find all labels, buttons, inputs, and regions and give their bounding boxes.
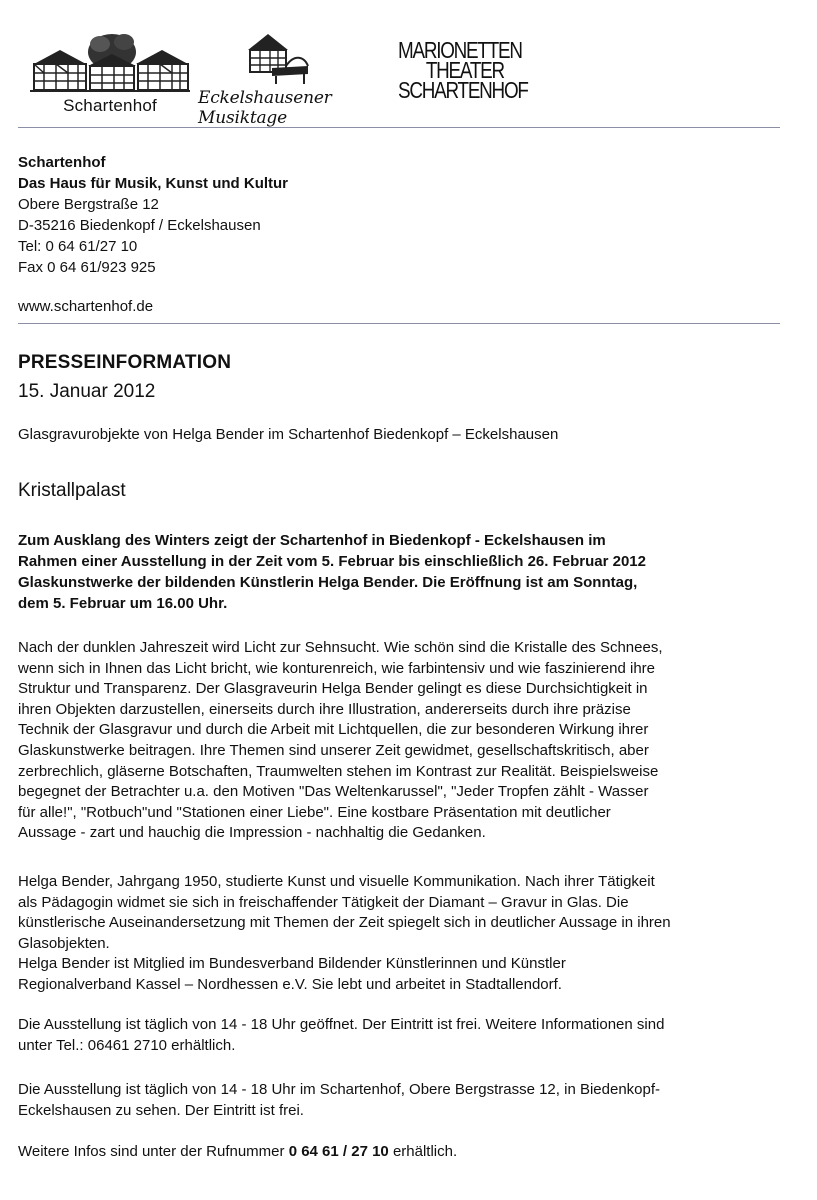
body-paragraph-2	[18, 872, 796, 996]
press-headline: Kristallpalast	[18, 480, 126, 501]
fax: Fax 0 64 61/923 925	[18, 259, 156, 276]
paragraph-line: ihren Objekten darzustellen, einerseits durch ihre Illustration, andererseits durch ihre präzise	[18, 700, 631, 718]
body-paragraph-4	[18, 1080, 796, 1121]
paragraph-line: Nach der dunklen Jahreszeit wird Licht zur Sehnsucht. Wie schön sind die Kristalle des Schnees,	[18, 639, 663, 656]
paragraph-line: Aussage - zart und hauchig die Impression - nachhaltig die Gedanken.	[18, 824, 486, 842]
body-paragraph-1	[18, 638, 796, 844]
lead-line: Rahmen einer Ausstellung in der Zeit vom 5. Februar bis einschließlich 26. Februar 2012	[18, 553, 646, 570]
paragraph-line: unter Tel.: 06461 2710 erhältlich.	[18, 1036, 236, 1054]
paragraph-line: Glaskunstwerke beitragen. Ihre Themen sind unserer Zeit gewidmet, gesellschaftskritisch, aber	[18, 741, 649, 759]
paragraph-line: Die Ausstellung ist täglich von 14 - 18 Uhr im Schartenhof, Obere Bergstrasse 12, in Biedenkopf-	[18, 1081, 661, 1098]
schartenhof-building-icon	[30, 28, 190, 94]
paragraph-line: Die Ausstellung ist täglich von 14 - 18 Uhr geöffnet. Der Eintritt ist frei. Weitere Informationen sind	[18, 1016, 665, 1033]
contact-phone-number: 0 64 61 / 27 10	[288, 1143, 389, 1160]
paragraph-line: Technik der Glasgravur und durch die Arbeit mit Lichtquellen, die zur besonderen Wirkung ihrer	[18, 721, 649, 739]
address-divider	[18, 323, 780, 324]
org-tagline: Das Haus für Musik, Kunst und Kultur	[18, 175, 289, 192]
paragraph-line: Glasobjekten.	[18, 934, 110, 952]
musiktage-logo-label: Eckelshausener Musiktage	[198, 88, 332, 128]
org-name: Schartenhof	[18, 154, 106, 171]
lead-line: dem 5. Februar um 16.00 Uhr.	[18, 595, 228, 612]
paragraph-line: Eckelshausen zu sehen. Der Eintritt ist frei.	[18, 1101, 304, 1119]
paragraph-line: als Pädagogin widmet sie sich in freischaffender Tätigkeit der Diamant – Gravur in Glas. Die	[18, 893, 629, 911]
telephone: Tel: 0 64 61/27 10	[18, 238, 138, 255]
marionetten-theater-logo	[398, 37, 568, 110]
schartenhof-logo	[30, 28, 190, 120]
paragraph-line: Struktur und Transparenz. Der Glasgraveurin Helga Bender gelingt es diese Durchsichtigkeit in	[18, 680, 648, 698]
website-link[interactable]: www.schartenhof.de	[18, 298, 154, 315]
press-subtitle: Glasgravurobjekte von Helga Bender im Schartenhof Biedenkopf – Eckelshausen	[18, 426, 559, 443]
press-date: 15. Januar 2012	[18, 381, 156, 402]
marionetten-logo-line-1: MARIONETTEN	[398, 37, 522, 63]
paragraph-line: wenn sich in Ihnen das Licht bricht, wie konturenreich, wie farbintensiv und wie faszinierend ihre	[18, 659, 656, 677]
marionetten-logo-line-3: SCHARTENHOF	[398, 77, 528, 103]
contact-text-before: Weitere Infos sind unter der Rufnummer	[18, 1143, 289, 1160]
body-paragraph-5	[18, 1142, 796, 1163]
schartenhof-logo-label: Schartenhof	[63, 96, 157, 115]
musiktage-logo	[198, 28, 388, 128]
paragraph-line: zerbrechlich, gläserne Botschaften, Traumwelten stehen im Kontrast zur Realität. Beispielsweise	[18, 762, 659, 780]
paragraph-line: künstlerische Auseinandersetzung mit Themen der Zeit spiegelt sich in deutlicher Aussage in ihren	[18, 914, 671, 932]
piano-house-icon	[242, 28, 312, 86]
lead-line: Glaskunstwerke der bildenden Künstlerin Helga Bender. Die Eröffnung ist am Sonntag,	[18, 574, 638, 591]
paragraph-line: Regionalverband Kassel – Nordhessen e.V. Sie lebt und arbeitet in Stadtallendorf.	[18, 975, 562, 993]
city: D-35216 Biedenkopf / Eckelshausen	[18, 217, 261, 234]
paragraph-line: Helga Bender, Jahrgang 1950, studierte Kunst und visuelle Kommunikation. Nach ihrer Tätigkeit	[18, 873, 655, 890]
paragraph-line: für alle!", "Rotbuch"und "Stationen einer Liebe". Eine kostbare Präsentation mit deutlicher	[18, 803, 611, 821]
paragraph-line: Helga Bender ist Mitglied im Bundesverband Bildender Künstlerinnen und Künstler	[18, 955, 566, 973]
lead-paragraph	[18, 530, 788, 614]
paragraph-line: begegnet der Betrachter u.a. den Motiven "Das Weltenkarussel", "Jeder Tropfen zählt - Wasser	[18, 783, 649, 801]
contact-text-after: erhältlich.	[388, 1143, 458, 1160]
marionetten-logo-line-2: THEATER	[425, 57, 504, 83]
body-paragraph-3	[18, 1015, 796, 1056]
address-block	[18, 152, 288, 278]
lead-line: Zum Ausklang des Winters zeigt der Schartenhof in Biedenkopf - Eckelshausen im	[18, 532, 606, 549]
header-divider	[18, 127, 780, 128]
street: Obere Bergstraße 12	[18, 196, 159, 213]
press-title: PRESSEINFORMATION	[18, 352, 232, 373]
